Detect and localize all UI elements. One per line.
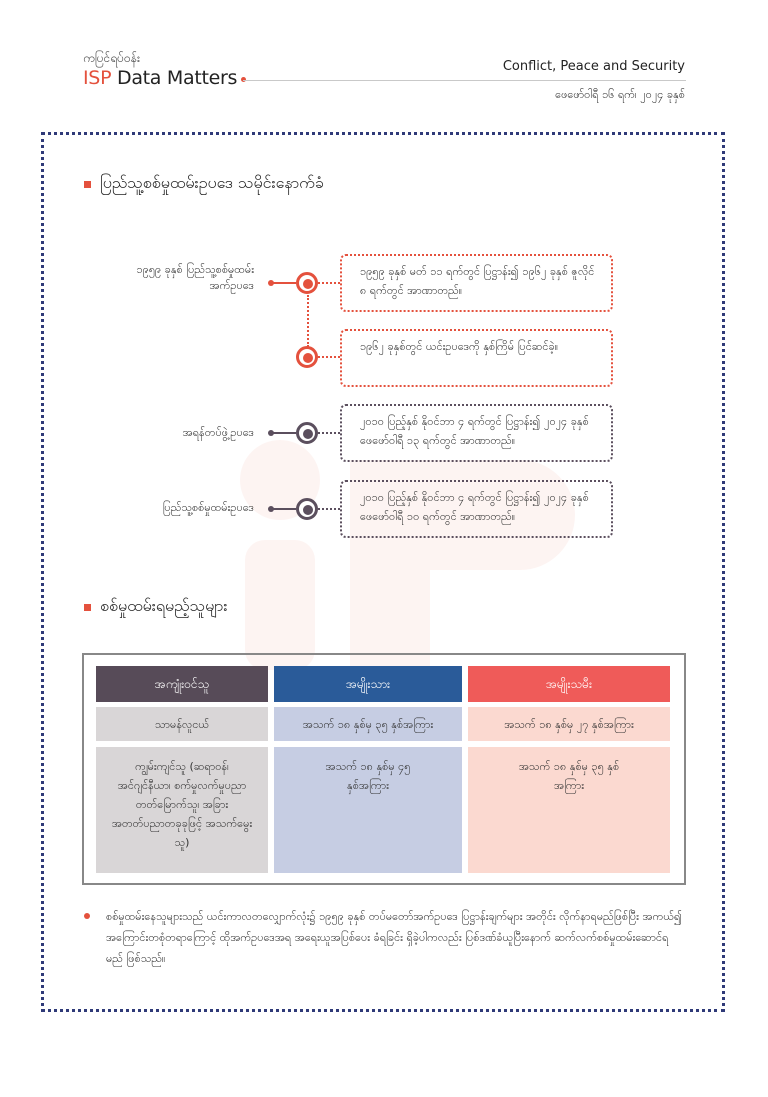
- header-date: ဖေဖော်ဝါရီ ၁၆ ရက်၊ ၂၀၂၄ ခုနှစ်: [555, 88, 685, 101]
- eligibility-table: [82, 653, 686, 885]
- timeline-node-icon: [296, 346, 318, 368]
- timeline-link: [318, 282, 340, 284]
- section-title-conscripts: [84, 595, 227, 619]
- timeline-node-icon: [296, 498, 318, 520]
- timeline-link: [318, 356, 340, 358]
- bullet-square-icon: [84, 181, 91, 188]
- brand-isp: ISP: [83, 67, 112, 89]
- table-cell: သာမန်လူငယ်: [96, 707, 268, 741]
- timeline-box: ၂၀၁၀ ပြည့်နှစ် နိုဝင်ဘာ ၄ ရက်တွင် ပြဋ္ဌာန်း၍ ၂၀၂၄ ခုနှစ် ဖေဖော်ဝါရီ ၁၃ ရက်တွင် အာဏာတည်။: [340, 404, 613, 462]
- table-cell: အသက် ၁၈ နှစ်မှ ၂၇ နှစ်အကြား: [468, 707, 670, 741]
- timeline-stub: [272, 508, 296, 510]
- bullet-dot-icon: [84, 913, 90, 919]
- header-rule: [243, 80, 686, 81]
- table-header-cell: အမျိုးသား: [274, 666, 462, 702]
- timeline-box: ၁၉၅၉ ခုနှစ် မတ် ၁၁ ရက်တွင် ပြဋ္ဌာန်း၍ ၁၉၆၂ ခုနှစ် ဇူလိုင် ၈ ရက်တွင် အာဏာတည်။: [340, 254, 613, 312]
- brand-logo: [83, 67, 246, 89]
- table-cell: အသက် ၁၈ နှစ်မှ ၄၅ နှစ်အကြား: [274, 747, 462, 873]
- bullet-square-icon: [84, 604, 91, 611]
- header-small-title: ကပြင်ရပ်ဝန်း: [83, 51, 140, 65]
- timeline-stub: [272, 432, 296, 434]
- timeline-link: [318, 432, 340, 434]
- timeline-stub: [272, 282, 296, 284]
- timeline-label: ပြည်သူ့စစ်မှုထမ်းဥပဒေ: [162, 501, 254, 514]
- timeline-node-icon: [296, 422, 318, 444]
- table-header-cell: အကျုံးဝင်သူ: [96, 666, 268, 702]
- footnote-text: စစ်မှုထမ်းနေသူများသည် ယင်းကာလတလျှောက်လုံး၌ ၁၉၅၉ ခုနှစ် တပ်မတော်အက်ဥပဒေ ပြဋ္ဌာန်းချက်များ အတိုင်း လိုက်နာရမည်ဖြစ်ပြီး အကယ်၍ အကြောင်းတစုံတရာကြောင့် ထိုအက်ဥပဒေအရ အရေးယူအပြစ်ပေး ခံရခြင်း ရှိခဲ့ပါကလည်း ပြစ်ဒဏ်ခံယူပြီးနောက် ဆက်လက်စစ်မှုထမ်းဆောင်ရမည် ဖြစ်သည်။: [106, 910, 683, 965]
- timeline-label: အရန်တပ်ဖွဲ့ဥပဒေ: [182, 426, 254, 439]
- table-cell: အသက် ၁၈ နှစ်မှ ၃၅ နှစ်အကြား: [274, 707, 462, 741]
- timeline-box: ၂၀၁၀ ပြည့်နှစ် နိုဝင်ဘာ ၄ ရက်တွင် ပြဋ္ဌာန်း၍ ၂၀၂၄ ခုနှစ် ဖေဖော်ဝါရီ ၁၀ ရက်တွင် အာဏာတည်။: [340, 480, 613, 538]
- section-title-text: ပြည်သူ့စစ်မှုထမ်းဥပဒေ သမိုင်းနောက်ခံ: [100, 173, 324, 192]
- timeline-label: ၁၉၅၉ ခုနှစ် ပြည်သူ့စစ်မှုထမ်း အက်ဥပဒေ: [136, 263, 254, 292]
- table-header-cell: အမျိုးသမီး: [468, 666, 670, 702]
- timeline-box: ၁၉၆၂ ခုနှစ်တွင် ယင်းဥပဒေကို နှစ်ကြိမ် ပြင်ဆင်ခဲ့။: [340, 329, 613, 387]
- table-cell: အသက် ၁၈ နှစ်မှ ၃၅ နှစ်အကြား: [468, 747, 670, 873]
- timeline-link: [318, 508, 340, 510]
- footnote: [84, 906, 684, 969]
- section-title-history: [84, 172, 324, 196]
- brand-name: Data Matters: [116, 67, 238, 89]
- table-cell: ကျွမ်းကျင်သူ (ဆရာဝန်၊ အင်ဂျင်နီယာ၊ စက်မှုလက်မှုပညာ တတ်မြောက်သူ၊ အခြား အတတ်ပညာတခုခုဖြင့် အသက်မွေးသူ): [96, 747, 268, 873]
- header-topic: Conflict, Peace and Security: [502, 59, 685, 74]
- section-title-text: စစ်မှုထမ်းရမည့်သူများ: [100, 596, 228, 615]
- timeline-connector: [307, 295, 309, 347]
- timeline-node-icon: [296, 272, 318, 294]
